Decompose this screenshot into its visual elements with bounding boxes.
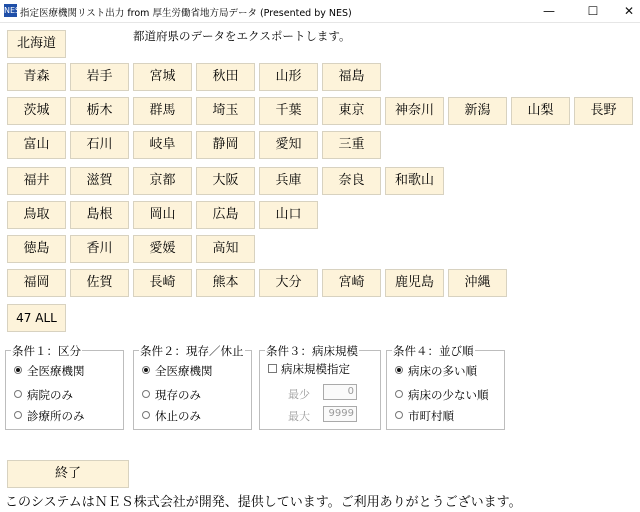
condition-4-option[interactable]: [395, 408, 454, 424]
prefecture-button[interactable]: 熊本: [196, 269, 255, 297]
condition-4-group: [386, 344, 505, 430]
radio-icon[interactable]: [14, 411, 22, 419]
prefecture-button[interactable]: 徳島: [7, 235, 66, 263]
option-label: 病床の多い順: [408, 364, 477, 378]
app-icon: NES: [4, 6, 21, 15]
all-prefectures-button[interactable]: 47 ALL: [7, 304, 66, 332]
max-label: 最大: [288, 410, 310, 423]
prefecture-button[interactable]: 京都: [133, 167, 192, 195]
prefecture-button-hokkaido[interactable]: 北海道: [7, 30, 66, 58]
radio-selected-icon[interactable]: [395, 366, 403, 374]
maximize-button[interactable]: ☐: [587, 4, 599, 18]
condition-2-option[interactable]: [142, 387, 201, 403]
prefecture-button[interactable]: 福島: [322, 63, 381, 91]
condition-1-legend: 条件１：区分: [12, 344, 81, 358]
prefecture-button[interactable]: 長野: [574, 97, 633, 125]
prefecture-button[interactable]: 富山: [7, 131, 66, 159]
min-label: 最少: [288, 388, 310, 401]
prefecture-button[interactable]: 岐阜: [133, 131, 192, 159]
condition-2-legend: 条件２：現存／休止: [140, 344, 244, 358]
condition-4-option[interactable]: [395, 387, 489, 403]
option-label: 診療所のみ: [27, 409, 85, 423]
condition-1-option[interactable]: [14, 363, 85, 379]
prefecture-button[interactable]: 広島: [196, 201, 255, 229]
prefecture-button[interactable]: 大分: [259, 269, 318, 297]
checkbox-icon[interactable]: [268, 364, 277, 373]
radio-icon[interactable]: [142, 390, 150, 398]
condition-2-option[interactable]: [142, 363, 213, 379]
prefecture-button[interactable]: 岡山: [133, 201, 192, 229]
condition-4-legend: 条件４：並び順: [393, 344, 474, 358]
option-label: 全医療機関: [27, 364, 85, 378]
prefecture-button[interactable]: 和歌山: [385, 167, 444, 195]
condition-4-option[interactable]: [395, 363, 477, 379]
prefecture-button[interactable]: 沖縄: [448, 269, 507, 297]
prefecture-button[interactable]: 秋田: [196, 63, 255, 91]
prefecture-button[interactable]: 愛媛: [133, 235, 192, 263]
prefecture-button[interactable]: 群馬: [133, 97, 192, 125]
prefecture-button[interactable]: 静岡: [196, 131, 255, 159]
option-label: 休止のみ: [155, 409, 201, 423]
option-label: 病床の少ない順: [408, 388, 489, 402]
radio-selected-icon[interactable]: [14, 366, 22, 374]
radio-icon[interactable]: [395, 390, 403, 398]
title-bar: [0, 0, 640, 23]
prefecture-button[interactable]: 香川: [70, 235, 129, 263]
prefecture-button[interactable]: 山梨: [511, 97, 570, 125]
bed-size-checkbox[interactable]: [268, 361, 350, 377]
prefecture-button[interactable]: 宮城: [133, 63, 192, 91]
prefecture-button[interactable]: 兵庫: [259, 167, 318, 195]
prefecture-button[interactable]: 栃木: [70, 97, 129, 125]
condition-1-option[interactable]: [14, 408, 85, 424]
condition-3-group: [259, 344, 381, 430]
checkbox-label: 病床規模指定: [281, 362, 350, 376]
option-label: 全医療機関: [155, 364, 213, 378]
radio-icon[interactable]: [14, 390, 22, 398]
prefecture-button[interactable]: 奈良: [322, 167, 381, 195]
prefecture-button[interactable]: 愛知: [259, 131, 318, 159]
prefecture-button[interactable]: 長崎: [133, 269, 192, 297]
prefecture-button[interactable]: 石川: [70, 131, 129, 159]
page-subtitle: 都道府県のデータをエクスポートします。: [133, 29, 351, 43]
prefecture-button[interactable]: 山形: [259, 63, 318, 91]
minimize-button[interactable]: —: [543, 4, 555, 18]
radio-icon[interactable]: [142, 411, 150, 419]
radio-selected-icon[interactable]: [142, 366, 150, 374]
prefecture-button[interactable]: 埼玉: [196, 97, 255, 125]
prefecture-button[interactable]: 滋賀: [70, 167, 129, 195]
condition-2-group: [133, 344, 252, 430]
prefecture-button[interactable]: 福井: [7, 167, 66, 195]
footer-message: このシステムはＮＥＳ株式会社が開発、提供しています。ご利用ありがとうございます。: [5, 495, 522, 510]
prefecture-button[interactable]: 三重: [322, 131, 381, 159]
condition-3-legend: 条件３：病床規模: [266, 344, 358, 358]
prefecture-button[interactable]: 鳥取: [7, 201, 66, 229]
exit-button[interactable]: 終了: [7, 460, 129, 488]
prefecture-button[interactable]: 新潟: [448, 97, 507, 125]
option-label: 現存のみ: [155, 388, 201, 402]
condition-1-option[interactable]: [14, 387, 73, 403]
prefecture-button[interactable]: 大阪: [196, 167, 255, 195]
option-label: 病院のみ: [27, 388, 73, 402]
prefecture-button[interactable]: 宮崎: [322, 269, 381, 297]
prefecture-button[interactable]: 山口: [259, 201, 318, 229]
prefecture-button[interactable]: 千葉: [259, 97, 318, 125]
max-input[interactable]: 9999: [323, 406, 357, 422]
prefecture-button[interactable]: 佐賀: [70, 269, 129, 297]
prefecture-button[interactable]: 島根: [70, 201, 129, 229]
prefecture-button[interactable]: 鹿児島: [385, 269, 444, 297]
prefecture-button[interactable]: 高知: [196, 235, 255, 263]
close-button[interactable]: ✕: [623, 4, 635, 18]
prefecture-button[interactable]: 茨城: [7, 97, 66, 125]
radio-icon[interactable]: [395, 411, 403, 419]
window-title: 指定医療機関リスト出力 from 厚生労働省地方局データ (Presented by NES): [20, 8, 352, 19]
condition-2-option[interactable]: [142, 408, 201, 424]
prefecture-button[interactable]: 青森: [7, 63, 66, 91]
option-label: 市町村順: [408, 409, 454, 423]
min-input[interactable]: 0: [323, 384, 357, 400]
prefecture-button[interactable]: 神奈川: [385, 97, 444, 125]
condition-1-group: [5, 344, 124, 430]
prefecture-button[interactable]: 岩手: [70, 63, 129, 91]
prefecture-button[interactable]: 東京: [322, 97, 381, 125]
prefecture-button[interactable]: 福岡: [7, 269, 66, 297]
